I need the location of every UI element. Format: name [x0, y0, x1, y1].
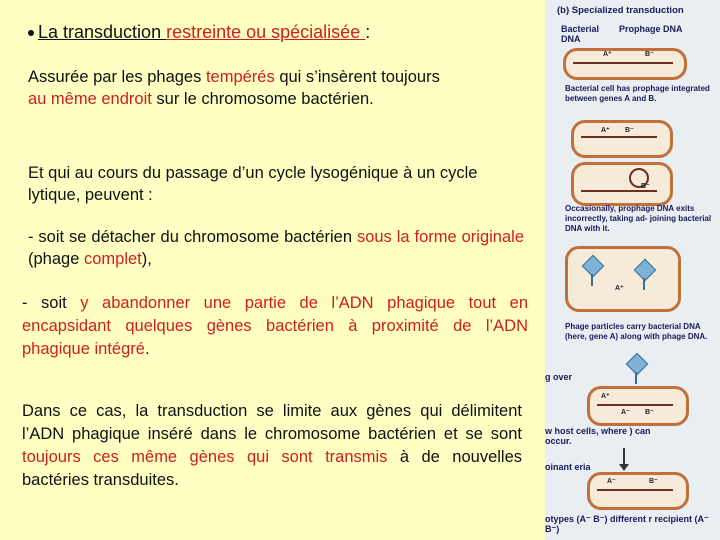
label-prophage-dna: Prophage DNA	[619, 24, 683, 34]
phage-tail-2	[643, 278, 645, 290]
p4-text-2: .	[144, 340, 150, 358]
figure-heading: (b) Specialized transduction	[557, 5, 684, 16]
paragraph-5	[22, 400, 522, 492]
caption-1: Bacterial cell has prophage integrated between genes A and B.	[565, 84, 710, 103]
bacterial-cell-2	[571, 120, 673, 158]
title-part1: La transduction	[38, 22, 167, 42]
p1-text: Assurée par les phages	[28, 68, 206, 86]
caption-7: otypes (A⁻ B⁻) different r recipient (A⁻ B⁻)	[545, 514, 709, 534]
bacterial-cell-1	[563, 48, 687, 80]
paragraph-2	[28, 162, 528, 206]
arrow-down-icon	[619, 464, 629, 471]
chromosome-5	[597, 404, 673, 406]
p5-text-2: à de nouvelles bactéries transduites.	[22, 448, 523, 489]
gene-a-label-4: A⁺	[615, 285, 624, 292]
chromosome-3	[581, 190, 657, 192]
gene-a-label-2: A⁺	[601, 127, 610, 134]
gene-a-label-1: A⁺	[603, 51, 612, 58]
gene-b-label-2: B⁻	[625, 127, 634, 134]
label-bacterial-dna: Bacterial DNA	[561, 24, 600, 44]
p4-text: - soit	[22, 294, 81, 312]
p1-text-2: qui s’insèrent toujours	[274, 68, 440, 86]
gene-a-minus-label-6: A⁻	[607, 478, 616, 485]
paragraph-4	[22, 292, 528, 361]
gene-a-label-5: A⁺	[601, 393, 610, 400]
gene-b-minus-label-6: B⁻	[649, 478, 658, 485]
gene-b-label-1: B⁻	[645, 51, 654, 58]
bacterial-cell-3	[571, 162, 673, 206]
bacterial-cell-6	[587, 472, 689, 510]
p4-highlight: y abandonner une partie de l’ADN phagique tout en encapsidant quelques gènes bactérien à proximité de l’ADN phagique intégré	[22, 294, 528, 358]
p1-text-3: sur le chromosome bactérien.	[151, 90, 374, 108]
caption-5: w host cells, where ) can occur.	[545, 426, 651, 446]
caption-6: oinant eria	[545, 462, 591, 472]
phage-tail-3	[635, 372, 637, 384]
gene-a-minus-label-5: A⁻	[621, 409, 630, 416]
p3-text: - soit se détacher du chromosome bactérien	[28, 228, 357, 246]
p3-text-3: ),	[141, 250, 152, 268]
p3-text-2: (phage	[28, 250, 84, 268]
p5-text: Dans ce cas, la transduction se limite aux gènes qui délimitent l’ADN phagique inséré dans le chromosome bactérien et se sont	[22, 402, 522, 443]
specialized-transduction-figure	[545, 0, 720, 540]
gene-b-label-3: B⁻	[641, 183, 650, 190]
title-colon: :	[365, 22, 371, 42]
caption-2: Occasionally, prophage DNA exits incorrectly, taking ad- joining bacterial DNA with it.	[565, 204, 712, 233]
p5-highlight: toujours ces même gènes qui sont transmis	[22, 448, 388, 466]
gene-b-minus-label-5: B⁻	[645, 409, 654, 416]
p1-highlight-1: tempérés	[205, 68, 275, 86]
caption-4: g over	[545, 372, 573, 382]
p3-highlight-2: complet	[83, 250, 142, 268]
chromosome-1	[573, 62, 673, 64]
chromosome-6	[597, 489, 673, 491]
p1-highlight-2: au même endroit	[28, 90, 152, 108]
paragraph-1	[28, 66, 528, 110]
bacterial-cell-4	[565, 246, 681, 312]
arrow-line	[623, 448, 625, 464]
chromosome-2	[581, 136, 657, 138]
phage-particle-3	[626, 353, 649, 376]
slide-title	[28, 22, 370, 43]
p2-text: Et qui au cours du passage d’un cycle lysogénique à un cycle lytique, peuvent :	[28, 164, 478, 204]
paragraph-3	[28, 226, 524, 270]
title-part2: restreinte ou spécialisée	[166, 22, 366, 42]
p3-highlight-1: sous la forme originale	[356, 228, 525, 246]
caption-3: Phage particles carry bacterial DNA (here, gene A) along with phage DNA.	[565, 322, 708, 341]
phage-tail-1	[591, 274, 593, 286]
bullet-icon	[28, 30, 34, 36]
